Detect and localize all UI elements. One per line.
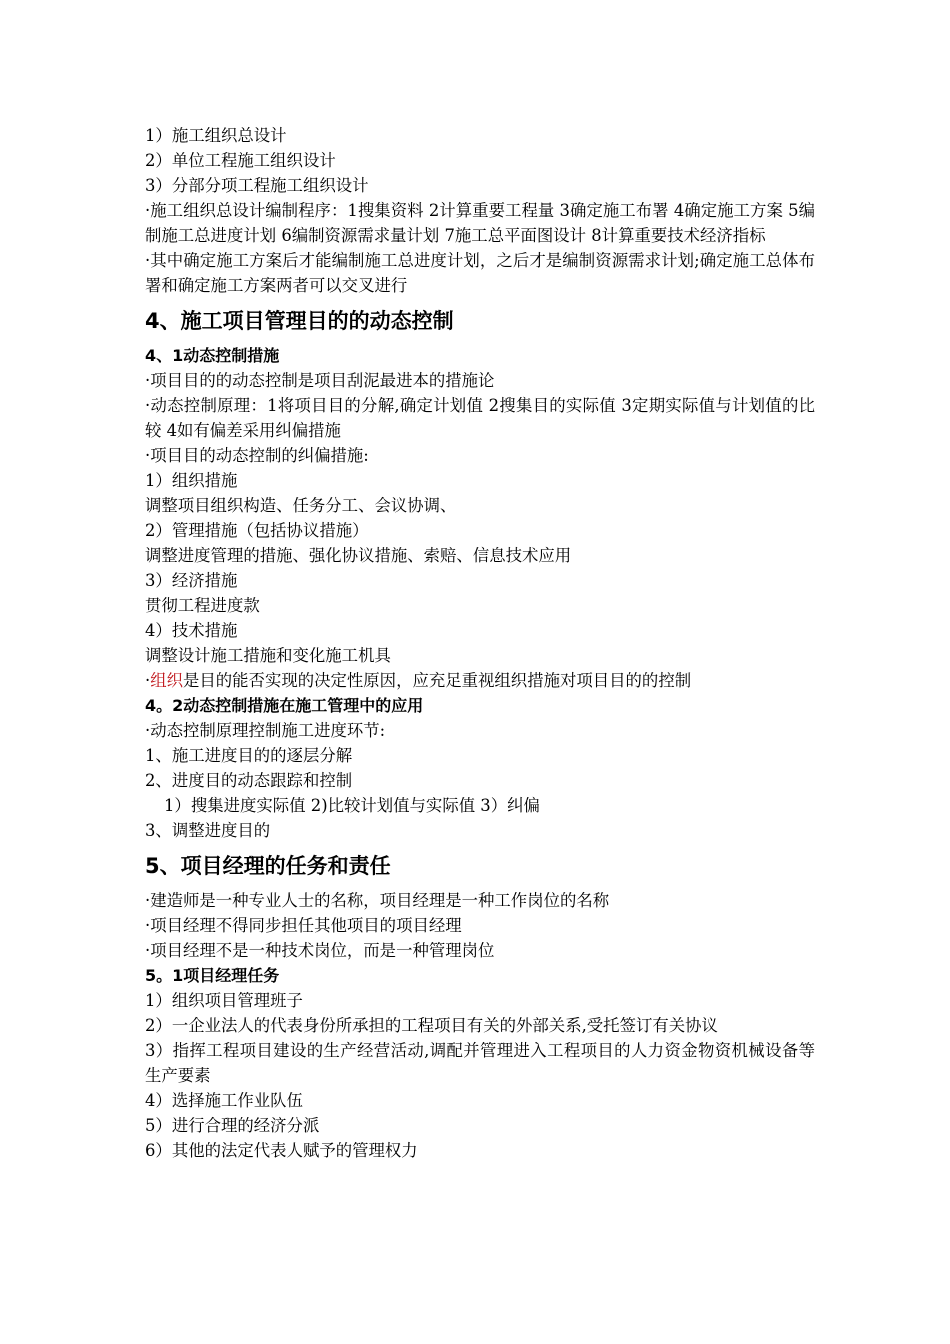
document-page: [145, 123, 815, 1163]
text-line: ·动态控制原理控制施工进度环节:: [145, 721, 386, 740]
list-item: 调整进度管理的措施、强化协议措施、索赔、信息技术应用: [145, 546, 572, 565]
list-item: 1、施工进度目的的逐层分解: [145, 746, 353, 765]
list-item: 1）组织项目管理班子: [145, 991, 303, 1010]
list-item: 3）指挥工程项目建设的生产经营活动,调配并管理进入工程项目的人力资金物资机械设备等生产要素: [145, 1041, 815, 1085]
list-item-indented: 1）搜集进度实际值 2)比较计划值与实际值 3）纠偏: [164, 796, 540, 815]
text-line: ·项目经理不得同步担任其他项目的项目经理: [145, 916, 462, 935]
text-line: ·建造师是一种专业人士的名称，项目经理是一种工作岗位的名称: [145, 891, 610, 910]
subsection-4-1-heading: 4、1动态控制措施: [145, 346, 280, 365]
section-4-1: [145, 343, 815, 693]
section-3-tail: [145, 123, 815, 298]
text-line: ·项目目的的动态控制是项目刮泥最进本的措施论: [145, 371, 495, 390]
list-item: 2）管理措施（包括协议措施）: [145, 521, 369, 540]
subsection-5-1-heading: 5。1项目经理任务: [145, 966, 280, 985]
list-item: 4）选择施工作业队伍: [145, 1091, 303, 1110]
list-item: 调整项目组织构造、任务分工、会议协调、: [145, 496, 457, 515]
list-item: 6）其他的法定代表人赋予的管理权力: [145, 1141, 418, 1160]
list-item: 5）进行合理的经济分派: [145, 1116, 320, 1135]
highlight-text: 组织: [150, 671, 183, 690]
list-item: 3）经济措施: [145, 571, 238, 590]
text-line: ·项目目的动态控制的纠偏措施:: [145, 446, 369, 465]
list-item: 1）组织措施: [145, 471, 238, 490]
key-statement: [145, 668, 815, 693]
list-item: 4）技术措施: [145, 621, 238, 640]
list-item: 2、进度目的动态跟踪和控制: [145, 771, 353, 790]
paragraph-control-principle: ·动态控制原理：1将项目目的分解,确定计划值 2搜集目的实际值 3定期实际值与计划值的比较 4如有偏差采用纠偏措施: [145, 396, 815, 440]
list-item: 贯彻工程进度款: [145, 596, 260, 615]
section-5-heading: 5、项目经理的任务和责任: [145, 854, 391, 878]
subsection-4-2-heading: 4。2动态控制措施在施工管理中的应用: [145, 696, 424, 715]
list-item: 3）分部分项工程施工组织设计: [145, 176, 369, 195]
section-4-heading: 4、施工项目管理目的的动态控制: [145, 309, 454, 333]
list-item: 调整设计施工措施和变化施工机具: [145, 646, 391, 665]
paragraph-compilation-procedure: ·施工组织总设计编制程序：1搜集资料 2计算重要工程量 3确定施工布署 4确定施工方案 5编制施工总进度计划 6编制资源需求量计划 7施工总平面图设计 8计算重要技术经济指标: [145, 201, 815, 245]
key-statement-text: 是目的能否实现的决定性原因，应充足重视组织措施对项目目的的控制: [183, 671, 692, 690]
list-item: 2）一企业法人的代表身份所承担的工程项目有关的外部关系,受托签订有关协议: [145, 1016, 718, 1035]
section-5: [145, 888, 815, 1163]
text-line: ·项目经理不是一种技术岗位，而是一种管理岗位: [145, 941, 495, 960]
list-item: 3、调整进度目的: [145, 821, 271, 840]
paragraph-plan-order: ·其中确定施工方案后才能编制施工总进度计划，之后才是编制资源需求计划;确定施工总体布署和确定施工方案两者可以交叉进行: [145, 251, 815, 295]
bullet: ·: [145, 671, 151, 690]
list-item: 1）施工组织总设计: [145, 126, 287, 145]
section-4-2: [145, 693, 815, 843]
list-item: 2）单位工程施工组织设计: [145, 151, 336, 170]
